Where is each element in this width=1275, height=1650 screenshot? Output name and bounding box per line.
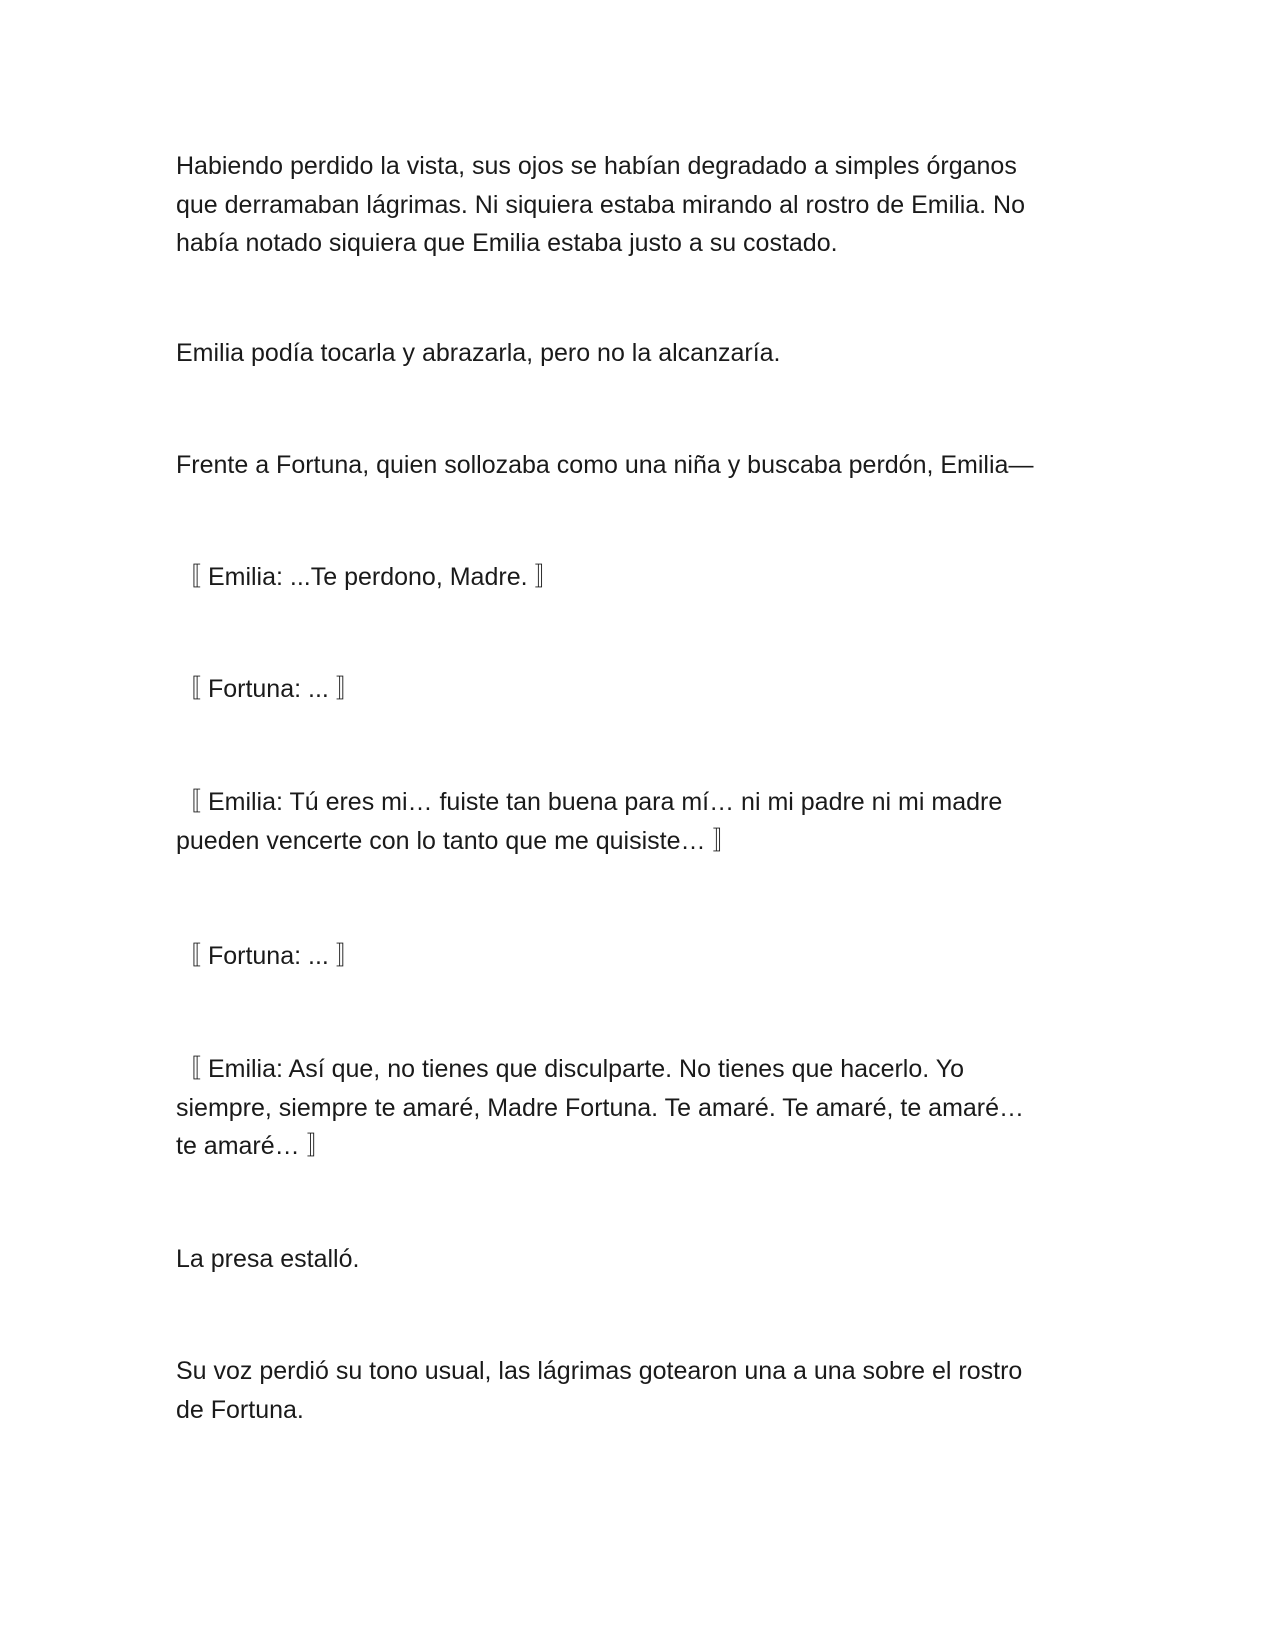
text-line: que derramaban lágrimas. Ni siquiera estaba mirando al rostro de Emilia. No: [176, 190, 1026, 219]
narration-paragraph: [176, 446, 1096, 485]
text-line: 〚 Emilia: ...Te perdono, Madre. 〛: [176, 563, 560, 591]
text-line: 〚 Fortuna: ... 〛: [176, 942, 361, 970]
dialogue-line-emilia: [176, 558, 1096, 597]
dialogue-line-fortuna: [176, 937, 1096, 976]
text-line: 〚 Emilia: Así que, no tienes que disculparte. No tienes que hacerlo. Yo: [176, 1055, 964, 1083]
text-line: pueden vencerte con lo tanto que me quisiste… 〛: [176, 826, 738, 855]
text-line: Su voz perdió su tono usual, las lágrimas gotearon una a una sobre el rostro: [176, 1357, 1023, 1385]
text-line: de Fortuna.: [176, 1395, 304, 1424]
text-line: Habiendo perdido la vista, sus ojos se habían degradado a simples órganos: [176, 152, 1017, 180]
text-line: La presa estalló.: [176, 1245, 360, 1273]
text-line: Frente a Fortuna, quien sollozaba como una niña y buscaba perdón, Emilia—: [176, 451, 1034, 479]
text-line: había notado siquiera que Emilia estaba justo a su costado.: [176, 229, 838, 257]
text-line: siempre, siempre te amaré, Madre Fortuna. Te amaré. Te amaré, te amaré…: [176, 1093, 1025, 1122]
dialogue-line-emilia: [176, 783, 1096, 860]
text-line: 〚 Fortuna: ... 〛: [176, 675, 361, 703]
dialogue-line-emilia: [176, 1050, 1096, 1166]
text-line: Emilia podía tocarla y abrazarla, pero no la alcanzaría.: [176, 339, 781, 367]
dialogue-line-fortuna: [176, 670, 1096, 709]
narration-paragraph: [176, 1352, 1096, 1429]
narration-paragraph: [176, 334, 1096, 373]
narration-paragraph: [176, 147, 1096, 263]
text-line: te amaré… 〛: [176, 1132, 332, 1160]
narration-paragraph: [176, 1240, 1096, 1279]
text-line: 〚 Emilia: Tú eres mi… fuiste tan buena para mí… ni mi padre ni mi madre: [176, 788, 1003, 816]
